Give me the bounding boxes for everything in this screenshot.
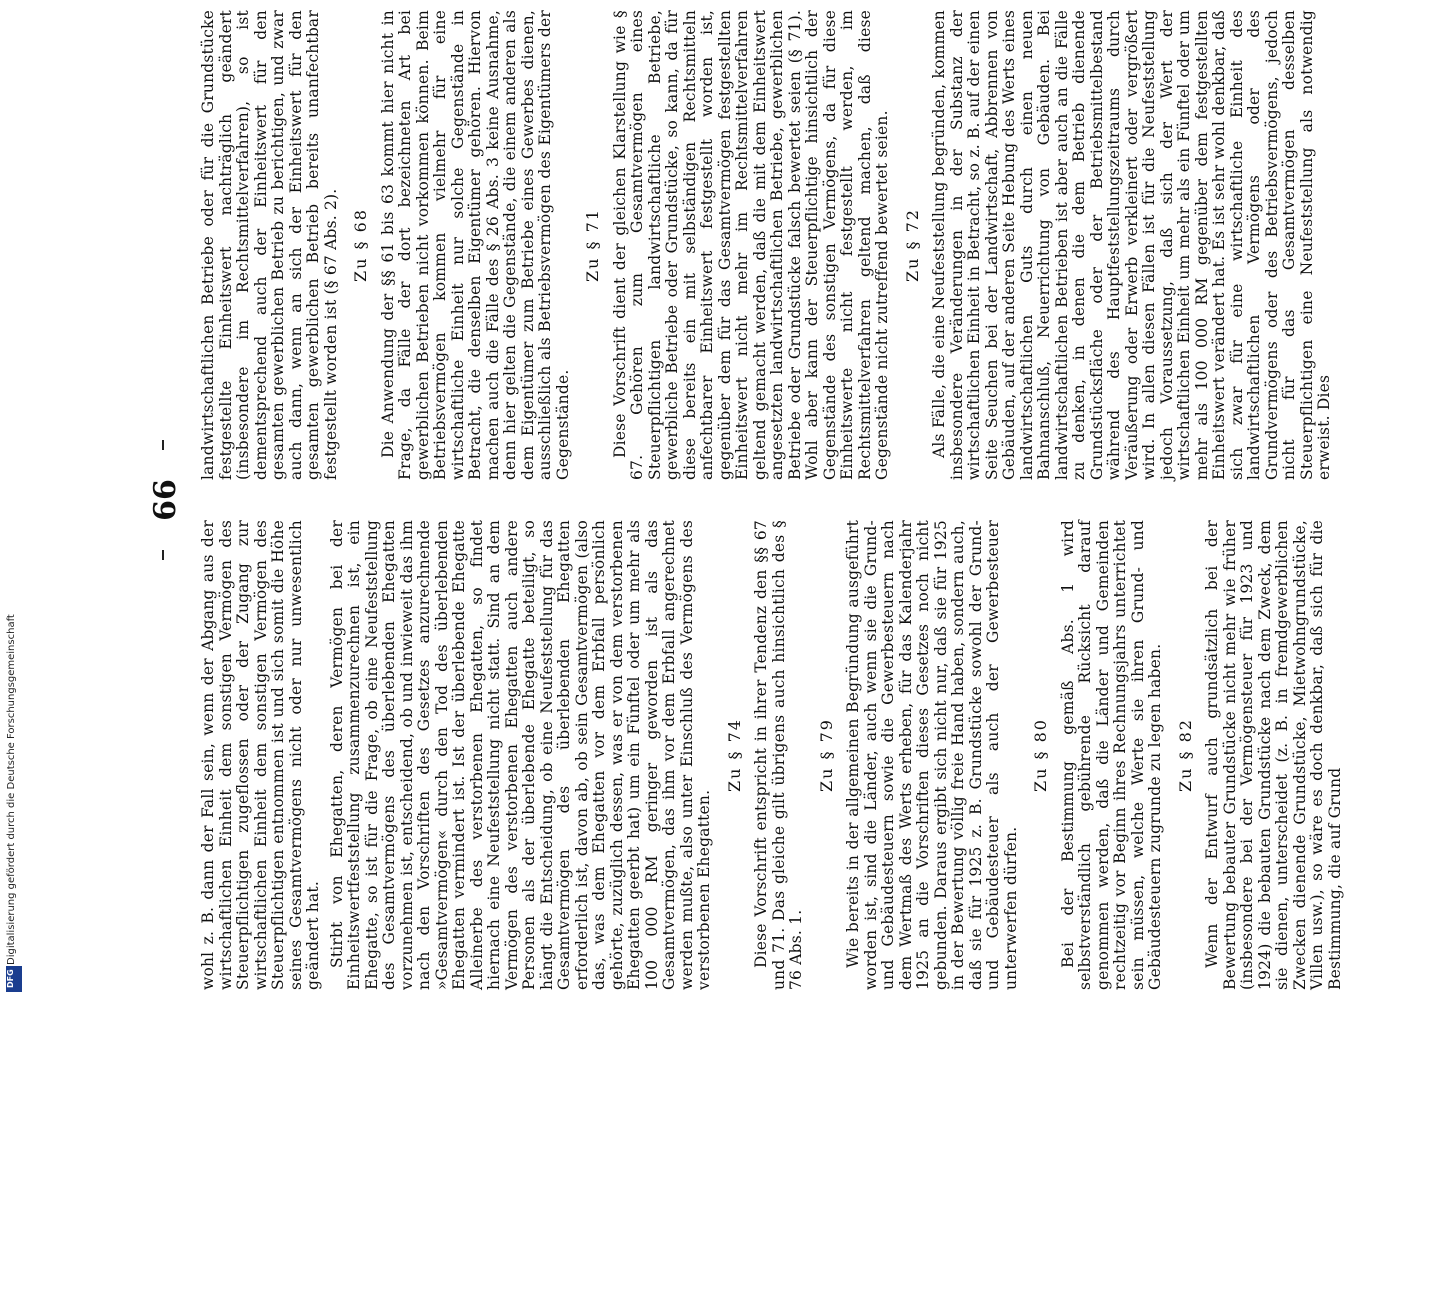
paragraph: Stirbt von Ehegatten, deren Vermögen bei der Einheitswertfeststellung zusammenzurechnen ist, ein Ehegatte, so ist für die Frage, ob eine Neufeststellung des Gesamtvermögens des überlebenden Ehegatten vorzunehmen ist, entscheidend, ob und inwieweit das ihm nach den Vorschriften des Gesetzes anzurechnende »Gesamtvermögen« durch den Tod des überlebenden Ehegatten vermindert ist. Ist der überlebende Ehegatte Alleinerbe des verstorbenen Ehegatten, so findet hiernach eine Neufeststellung nicht statt. Sind an dem Vermögen des verstorbenen Ehegatten auch andere Personen als der überlebende Ehegatte beteiligt, so hängt die Entscheidung, ob eine Neufeststellung für das Gesamtvermögen des überlebenden Ehegatten erforderlich ist, davon ab, ob sein Gesamtvermögen (also das, was dem Ehegatten vor dem Erbfall persönlich gehörte, zuzüglich dessen, was er von dem verstorbenen Ehegatten geerbt hat) um ein Fünftel oder um mehr als 100 000 RM geringer geworden ist als das Gesamtvermögen, das ihm vor dem Erbfall angerechnet werden mußte, also unter Einschluß des Vermögens des verstorbenen Ehegatten. <box>327 520 713 990</box>
paragraph: Wenn der Entwurf auch grundsätzlich bei der Bewertung bebauter Grundstücke nicht mehr wie früher (insbesondere bei der Vermögensteuer für 1923 und 1924) die bebauten Grundstücke nach dem Zweck, dem sie dienen, unterscheidet (z. B. in fremdgewerblichen Zwecken dienende Grundstücke, Mietwohngrundstücke, Villen usw.), so wäre es doch denkbar, daß sich für die Bestimmung, die auf Grund <box>1203 520 1344 990</box>
page-number-dash-right <box>162 440 164 450</box>
paragraph: Als Fälle, die eine Neufeststellung begründen, kommen insbesondere Veränderungen in der Substanz der wirtschaftlichen Einheit in Betracht, so z. B. auf der einen Seite Seuchen bei der Landwirtschaft, Abbrennen von Gebäuden, auf der anderen Seite Hebung des Werts eines landwirtschaftlichen Guts durch einen neuen Bahnanschluß, Neuerrichtung von Gebäuden. Bei landwirtschaftlichen Betrieben ist aber auch an die Fälle zu denken, in denen die dem Betrieb dienende Grundstücksfläche oder der Betriebsmittelbestand während des Hauptfeststellungszeitraums durch Veräußerung oder Erwerb verkleinert oder vergrößert wird. In allen diesen Fällen ist für die Neufeststellung jedoch Voraussetzung, daß sich der Wert der wirtschaftlichen Einheit um mehr als ein Fünftel oder um mehr als 100 000 RM gegenüber dem festgestellten Einheitswert verändert hat. Es ist sehr wohl denkbar, daß sich zwar für eine wirtschaftliche Einheit des landwirtschaftlichen Vermögens oder des Grundvermögens oder des Betriebsvermögens, jedoch nicht für das Gesamtvermögen desselben Steuerpflichtigen eine Neufeststellung als notwendig erweist. Dies <box>930 10 1333 480</box>
section-heading: Zu § 80 <box>1031 718 1050 792</box>
page-number: 66 <box>148 479 183 521</box>
page-number-dash-left <box>162 550 164 560</box>
page-content <box>140 0 1434 1000</box>
paragraph: wohl z. B. dann der Fall sein, wenn der Abgang aus der wirtschaftlichen Einheit dem sonstigen Vermögen des Steuerpflichtigen zugeflossen oder der Zugang zur wirtschaftlichen Einheit dem sonstigen Vermögen des Steuerpflichtigen entnommen ist und sich somit die Höhe seines Gesamtvermögens nicht oder nur unwesentlich geändert hat. <box>199 520 322 990</box>
paragraph: Diese Vorschrift entspricht in ihrer Tendenz den §§ 67 und 71. Das gleiche gilt übrigens auch hinsichtlich des § 76 Abs. 1. <box>752 520 805 990</box>
right-column <box>200 10 1340 480</box>
rotated-page-wrapper <box>148 0 1434 1310</box>
paragraph: landwirtschaftlichen Betriebe oder für die Grundstücke festgestellte Einheitswert nachträglich geändert (insbesondere im Rechtsmittelverfahren), so ist dementsprechend auch der Einheitswert für den gesamten gewerblichen Betrieb zu berichtigen, und zwar auch dann, wenn an sich der Einheitswert für den gesamten gewerblichen Betrieb bereits unanfechtbar festgestellt worden ist (§ 67 Abs. 2). <box>199 10 340 480</box>
section-heading: Zu § 74 <box>724 718 744 792</box>
section-heading: Zu § 72 <box>902 208 922 282</box>
section-heading: Zu § 79 <box>816 718 836 792</box>
paragraph: Die Anwendung der §§ 61 bis 63 kommt hier nicht in Frage, da Fälle der dort bezeichneten Art bei gewerblichen Betrieben nicht vorkommen können. Beim Betriebsvermögen kommen vielmehr für eine wirtschaftliche Einheit nur solche Gegenstände in Betracht, die denselben Eigentümer gehören. Hiervon machen auch die Fälle des § 26 Abs. 3 keine Ausnahme, denn hier gelten die Gegenstände, die einem anderen als dem Eigentümer zum Betriebe eines Gewerbes dienen, ausschließlich als Betriebsvermögen des Eigentümers der Gegenstände. <box>378 10 572 480</box>
paragraph: Bei der Bestimmung gemäß Abs. 1 wird selbstverständlich gebührende Rücksicht darauf genommen werden, daß die Länder und Gemeinden rechtzeitig vor Beginn ihres Rechnungsjahrs unterrichtet sein müssen, welche Werte sie ihren Grund- und Gebäudesteuern zugrunde zu legen haben. <box>1058 520 1164 990</box>
section-heading: Zu § 82 <box>1175 718 1195 792</box>
section-heading: Zu § 68 <box>351 208 370 282</box>
dfg-logo: DFG <box>6 966 22 992</box>
section-heading: Zu § 71 <box>583 208 602 282</box>
paragraph: Diese Vorschrift dient der gleichen Klarstellung wie § 67. Gehören zum Gesamtvermögen eines Steuerpflichtigen landwirtschaftliche Betriebe, gewerbliche Betriebe oder Grundstücke, so kann, da für diese bereits ein mit selbständigen Rechtsmitteln anfechtbarer Einheitswert festgestellt worden ist, gegenüber dem für das Gesamtvermögen festgestellten Einheitswert nicht mehr im Rechtsmittelverfahren geltend gemacht werden, daß die mit dem Einheitswert angesetzten landwirtschaftlichen Betriebe, gewerblichen Betriebe oder Grundstücke falsch bewertet seien (§ 71). Wohl aber kann der Steuerpflichtige hinsichtlich der Gegenstände des sonstigen Vermögens, da für diese Einheitswerte nicht festgestellt werden, im Rechtsmittelverfahren geltend machen, daß diese Gegenstände nicht zutreffend bewertet seien. <box>610 10 891 480</box>
paragraph: Wie bereits in der allgemeinen Begründung ausgeführt worden ist, sind die Länder, auch wenn sie die Grund- und Gebäudesteuern sowie die Gewerbesteuern nach dem Wertmaß des Werts erheben, für das Kalenderjahr 1925 an die Vorschriften dieses Gesetzes noch nicht gebunden. Daraus ergibt sich nicht nur, daß sie für 1925 in der Bewertung völlig freie Hand haben, sondern auch, daß sie für 1925 z. B. Grundstücke sowohl der Grund- und Gebäudesteuer als auch der Gewerbesteuer unterwerfen dürfen. <box>844 520 1020 990</box>
footer-strip <box>6 0 26 1000</box>
left-column <box>200 520 1350 990</box>
footer-text: Digitalisierung gefördert durch die Deutsche Forschungsgemeinschaft <box>6 614 17 965</box>
